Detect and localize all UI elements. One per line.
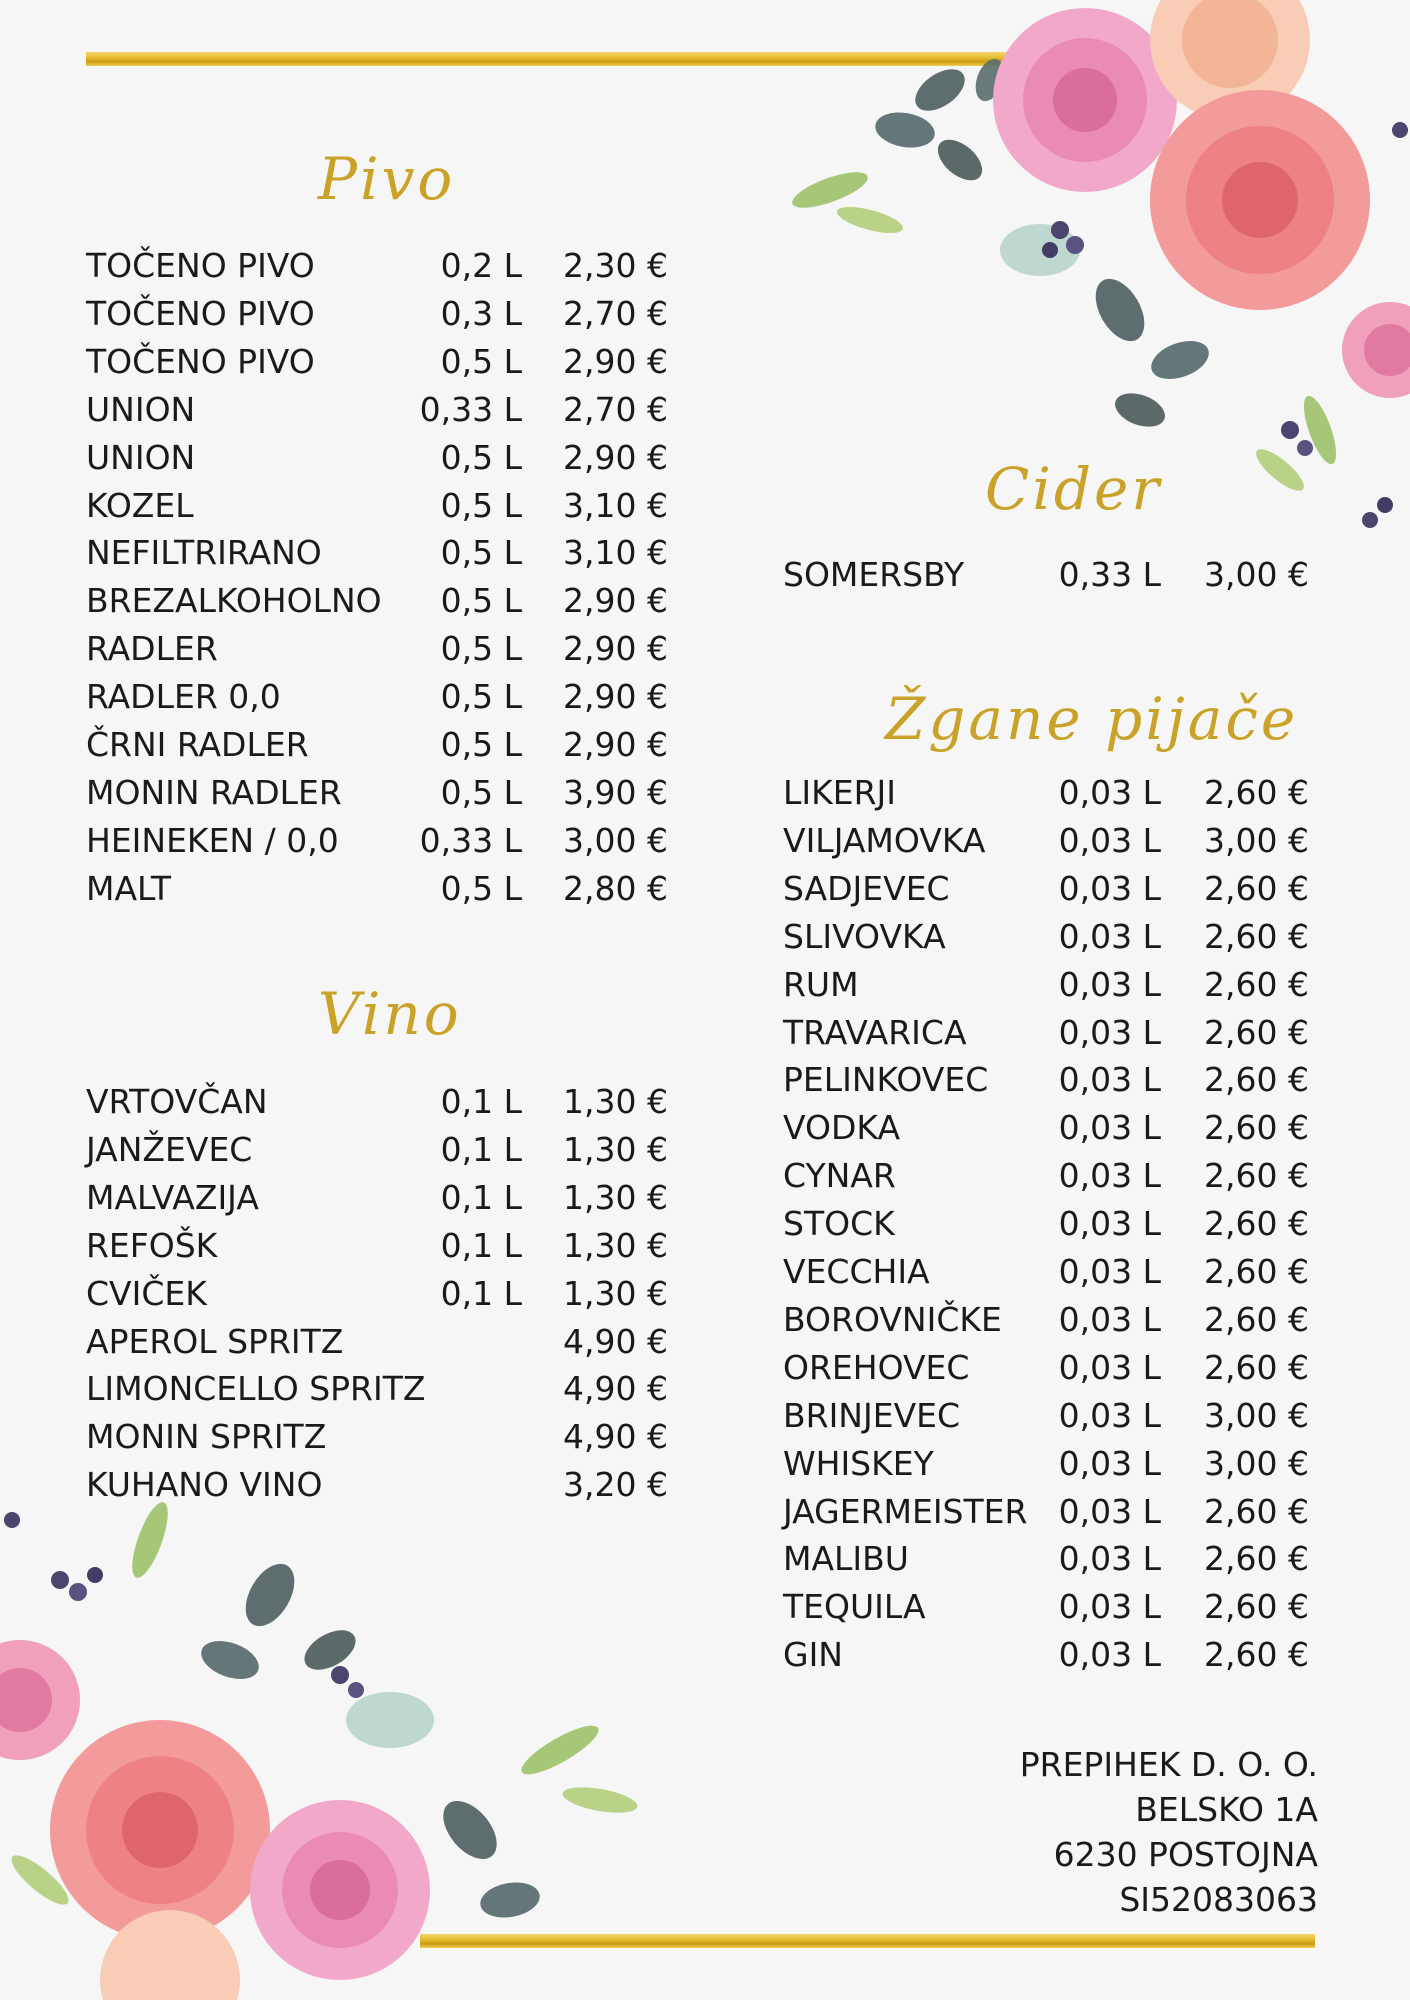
menu-item-name: VODKA <box>783 1108 901 1148</box>
menu-item-vol: 0,03 L <box>1058 1108 1161 1148</box>
menu-item-vol: 0,03 L <box>1058 1252 1161 1291</box>
menu-item-price: 2,60 € <box>1204 1156 1309 1196</box>
menu-item-price: 2,60 € <box>1204 868 1309 908</box>
menu-item-vol: 0,5 L <box>440 677 522 717</box>
menu-item-price: 3,00 € <box>1204 820 1309 860</box>
menu-item-price: 2,90 € <box>563 725 668 764</box>
menu-item-name: STOCK <box>783 1204 895 1244</box>
menu-item-price: 3,00 € <box>1204 555 1309 594</box>
menu-item-price: 2,90 € <box>563 437 668 477</box>
menu-item-price: 2,90 € <box>563 677 668 717</box>
menu-item-vol: 0,33 L <box>419 820 522 860</box>
menu-item-name: BREZALKOHOLNO <box>86 581 382 621</box>
menu-item-name: TEQUILA <box>783 1587 926 1627</box>
menu-item-price: 4,90 € <box>563 1321 668 1361</box>
city: 6230 POSTOJNA <box>1053 1835 1318 1874</box>
menu-item-name: GIN <box>783 1635 843 1675</box>
menu-item-price: 3,00 € <box>1204 1395 1309 1435</box>
menu-item-vol: 0,03 L <box>1058 1491 1161 1531</box>
menu-item-price: 3,90 € <box>563 772 668 812</box>
menu-item-vol: 0,03 L <box>1058 773 1161 812</box>
floral-decoration-bottom-left <box>0 1500 680 2000</box>
menu-item-name: MALVAZIJA <box>86 1177 259 1217</box>
rose-icon <box>0 1640 430 2000</box>
menu-item-vol: 0,3 L <box>440 293 522 333</box>
menu-item-vol: 0,03 L <box>1058 820 1161 860</box>
menu-item-name: MONIN SPRITZ <box>86 1417 327 1457</box>
menu-item-vol: 0,1 L <box>440 1177 522 1217</box>
menu-item-price: 2,70 € <box>563 293 668 333</box>
menu-item-name: KUHANO VINO <box>86 1465 323 1505</box>
menu-item-vol: 0,5 L <box>440 341 522 381</box>
company-name: PREPIHEK D. O. O. <box>1019 1745 1318 1784</box>
menu-item-name: KOZEL <box>86 485 194 525</box>
menu-item-name: HEINEKEN / 0,0 <box>86 820 339 860</box>
menu-item-vol: 0,1 L <box>440 1225 522 1265</box>
menu-item-vol: 0,03 L <box>1058 1347 1161 1387</box>
menu-item-name: VILJAMOVKA <box>783 820 986 860</box>
menu-item-price: 2,60 € <box>1204 1252 1309 1291</box>
menu-item-price: 2,60 € <box>1204 1539 1309 1579</box>
menu-item-name: TOČENO PIVO <box>86 293 315 333</box>
menu-item-price: 2,60 € <box>1204 964 1309 1004</box>
menu-item-price: 2,60 € <box>1204 1012 1309 1052</box>
menu-item-name: TRAVARICA <box>783 1012 967 1052</box>
menu-item-price: 2,60 € <box>1204 1204 1309 1244</box>
menu-item-vol: 0,1 L <box>440 1082 522 1121</box>
menu-item-name: CVIČEK <box>86 1273 207 1313</box>
menu-item-price: 3,10 € <box>563 485 668 525</box>
menu-item-name: RADLER 0,0 <box>86 677 281 717</box>
menu-item-name: MALIBU <box>783 1539 909 1579</box>
menu-item-price: 3,00 € <box>563 820 668 860</box>
menu-item-name: APEROL SPRITZ <box>86 1321 344 1361</box>
menu-item-vol: 0,03 L <box>1058 1204 1161 1244</box>
menu-item-price: 2,60 € <box>1204 1587 1309 1627</box>
menu-item-vol: 0,03 L <box>1058 868 1161 908</box>
menu-item-price: 2,60 € <box>1204 916 1309 956</box>
menu-item-price: 2,30 € <box>563 246 668 285</box>
menu-item-vol: 0,5 L <box>440 581 522 621</box>
menu-item-name: RADLER <box>86 629 218 669</box>
menu-item-vol: 0,2 L <box>440 246 522 285</box>
menu-item-price: 2,60 € <box>1204 1108 1309 1148</box>
menu-item-vol: 0,5 L <box>440 772 522 812</box>
menu-item-price: 2,90 € <box>563 341 668 381</box>
menu-item-price: 1,30 € <box>563 1129 668 1169</box>
menu-item-vol: 0,03 L <box>1058 1539 1161 1579</box>
menu-item-vol: 0,5 L <box>440 725 522 764</box>
menu-item-price: 2,70 € <box>563 389 668 429</box>
menu-item-vol: 0,03 L <box>1058 1012 1161 1052</box>
menu-item-price: 2,60 € <box>1204 1347 1309 1387</box>
menu-item-name: VECCHIA <box>783 1252 930 1291</box>
menu-item-name: PELINKOVEC <box>783 1060 989 1100</box>
menu-item-name: UNION <box>86 437 196 477</box>
menu-item-name: CYNAR <box>783 1156 896 1196</box>
menu-item-name: TOČENO PIVO <box>86 341 315 381</box>
menu-item-price: 2,60 € <box>1204 1060 1309 1100</box>
menu-item-name: UNION <box>86 389 196 429</box>
menu-item-name: WHISKEY <box>783 1443 934 1483</box>
menu-item-price: 1,30 € <box>563 1082 668 1121</box>
menu-item-name: SOMERSBY <box>783 555 965 594</box>
menu-item-name: RUM <box>783 964 859 1004</box>
rose-icon <box>993 0 1410 398</box>
menu-item-price: 2,60 € <box>1204 1491 1309 1531</box>
menu-item-name: ČRNI RADLER <box>86 725 309 764</box>
menu-item-name: REFOŠK <box>86 1225 218 1265</box>
menu-item-price: 2,60 € <box>1204 773 1309 812</box>
menu-item-vol: 0,03 L <box>1058 964 1161 1004</box>
menu-item-price: 4,90 € <box>563 1417 668 1457</box>
menu-item-price: 2,80 € <box>563 868 668 908</box>
menu-item-name: BOROVNIČKE <box>783 1299 1002 1339</box>
menu-item-vol: 0,03 L <box>1058 1395 1161 1435</box>
menu-item-vol: 0,5 L <box>440 533 522 573</box>
menu-item-name: VRTOVČAN <box>86 1082 268 1121</box>
menu-item-name: SLIVOVKA <box>783 916 946 956</box>
menu-item-price: 1,30 € <box>563 1177 668 1217</box>
menu-item-name: JANŽEVEC <box>86 1129 253 1169</box>
section-title-cider: Cider <box>985 455 1163 523</box>
menu-item-name: MONIN RADLER <box>86 772 342 812</box>
menu-item-price: 1,30 € <box>563 1225 668 1265</box>
menu-item-price: 4,90 € <box>563 1369 668 1409</box>
menu-item-vol: 0,03 L <box>1058 1299 1161 1339</box>
section-title-vino: Vino <box>318 980 462 1048</box>
menu-item-vol: 0,03 L <box>1058 1156 1161 1196</box>
menu-item-price: 3,10 € <box>563 533 668 573</box>
menu-item-name: JAGERMEISTER <box>783 1491 1028 1531</box>
menu-item-vol: 0,03 L <box>1058 1060 1161 1100</box>
section-title-zgane-pijace: Žgane pijače <box>885 685 1299 753</box>
menu-item-vol: 0,03 L <box>1058 916 1161 956</box>
menu-item-vol: 0,33 L <box>1058 555 1161 594</box>
menu-item-vol: 0,5 L <box>440 629 522 669</box>
menu-item-price: 1,30 € <box>563 1273 668 1313</box>
menu-item-vol: 0,33 L <box>419 389 522 429</box>
menu-item-price: 3,20 € <box>563 1465 668 1505</box>
menu-item-price: 2,90 € <box>563 581 668 621</box>
menu-item-price: 2,60 € <box>1204 1299 1309 1339</box>
menu-item-name: OREHOVEC <box>783 1347 970 1387</box>
menu-item-name: NEFILTRIRANO <box>86 533 322 573</box>
menu-item-name: BRINJEVEC <box>783 1395 961 1435</box>
menu-item-vol: 0,5 L <box>440 485 522 525</box>
menu-item-price: 3,00 € <box>1204 1443 1309 1483</box>
menu-item-vol: 0,1 L <box>440 1273 522 1313</box>
menu-item-name: SADJEVEC <box>783 868 950 908</box>
menu-item-vol: 0,03 L <box>1058 1587 1161 1627</box>
menu-item-price: 2,90 € <box>563 629 668 669</box>
menu-item-name: TOČENO PIVO <box>86 246 315 285</box>
company-address <box>1020 1742 1318 1922</box>
menu-item-vol: 0,03 L <box>1058 1443 1161 1483</box>
tax-id: SI52083063 <box>1119 1880 1318 1919</box>
menu-item-name: LIKERJI <box>783 773 897 812</box>
street-address: BELSKO 1A <box>1135 1790 1318 1829</box>
menu-item-name: MALT <box>86 868 172 908</box>
menu-item-vol: 0,03 L <box>1058 1635 1161 1675</box>
menu-item-vol: 0,5 L <box>440 868 522 908</box>
menu-item-price: 2,60 € <box>1204 1635 1309 1675</box>
menu-item-vol: 0,1 L <box>440 1129 522 1169</box>
menu-item-name: LIMONCELLO SPRITZ <box>86 1369 426 1409</box>
menu-item-vol: 0,5 L <box>440 437 522 477</box>
section-title-pivo: Pivo <box>318 145 456 213</box>
